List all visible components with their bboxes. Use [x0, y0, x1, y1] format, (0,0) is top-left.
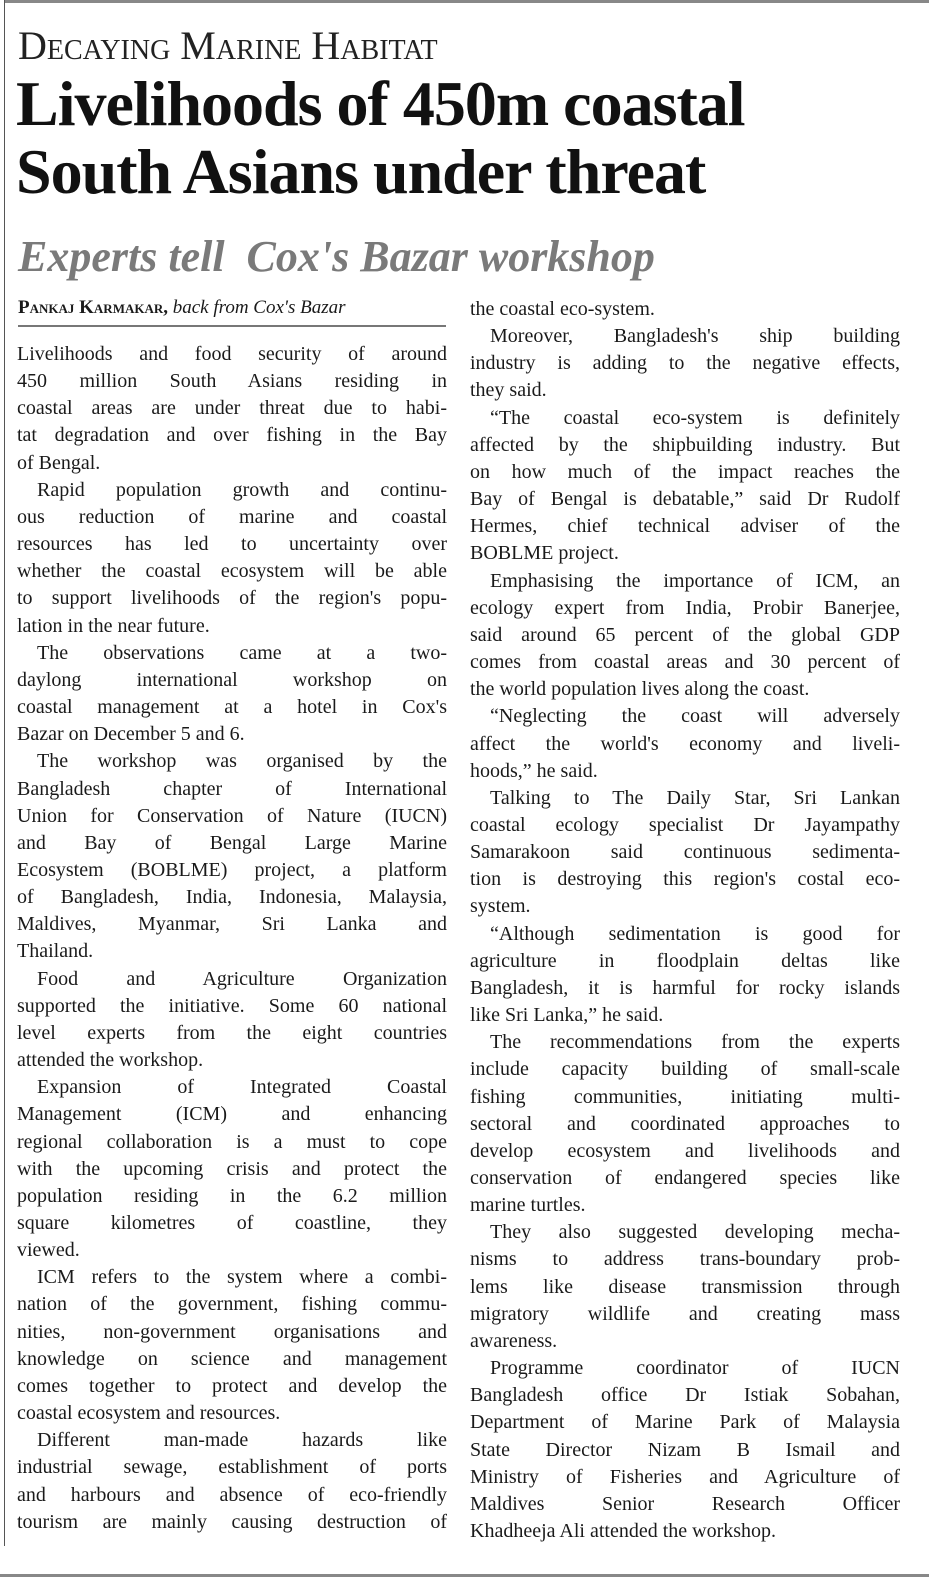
text-line: Hermes, chief technical adviser of the: [470, 515, 900, 538]
text-line: lems like disease transmission through: [470, 1275, 900, 1298]
text-line: they said.: [470, 379, 547, 402]
text-line: BOBLME project.: [470, 542, 619, 565]
top-border-rule: [4, 0, 929, 3]
text-line: The observations came at a two-: [37, 641, 447, 664]
text-line: viewed.: [17, 1239, 80, 1262]
paragraph: [470, 1355, 900, 1545]
paragraph: [470, 568, 900, 704]
text-line: regional collaboration is a must to cope: [17, 1130, 447, 1153]
text-line: Bangladesh, it is harmful for rocky islands: [470, 976, 900, 999]
text-line: industry is adding to the negative effects,: [470, 352, 900, 375]
paragraph: [17, 477, 447, 640]
article-column-right: [470, 296, 900, 1545]
text-line: tat degradation and over fishing in the Bay: [17, 424, 447, 447]
text-line: Ministry of Fisheries and Agriculture of: [470, 1465, 900, 1488]
text-line: include capacity building of small-scale: [470, 1058, 900, 1081]
text-line: fishing communities, initiating multi-: [470, 1085, 900, 1108]
text-line: Talking to The Daily Star, Sri Lankan: [490, 786, 900, 809]
text-line: tourism are mainly causing destruction of: [17, 1510, 447, 1533]
text-line: The workshop was organised by the: [37, 750, 447, 773]
byline: [18, 296, 346, 320]
text-line: supported the initiative. Some 60 national: [17, 994, 447, 1017]
text-line: Maldives, Myanmar, Sri Lanka and: [17, 913, 447, 936]
text-line: Thailand.: [17, 940, 94, 963]
paragraph: [470, 296, 900, 323]
text-line: ecology expert from India, Probir Banerjee,: [470, 596, 900, 619]
text-line: Maldives Senior Research Officer: [470, 1492, 900, 1515]
byline-author: Pankaj Karmakar,: [18, 297, 168, 318]
text-line: daylong international workshop on: [17, 668, 447, 691]
headline: [16, 70, 745, 206]
text-line: coastal management at a hotel in Cox's: [17, 696, 447, 719]
paragraph: [17, 1264, 447, 1427]
text-line: nation of the government, fishing commu-: [17, 1293, 447, 1316]
text-line: migratory wildlife and creating mass: [470, 1302, 900, 1325]
text-line: Expansion of Integrated Coastal: [37, 1076, 447, 1099]
paragraph: [470, 785, 900, 921]
headline-line-2: South Asians under threat: [16, 136, 706, 207]
left-border-rule: [4, 0, 5, 1546]
text-line: Samarakoon said continuous sedimenta-: [470, 841, 900, 864]
text-line: attended the workshop.: [17, 1049, 204, 1072]
text-line: Management (ICM) and enhancing: [17, 1103, 447, 1126]
paragraph: [17, 640, 447, 749]
text-line: Bay of Bengal is debatable,” said Dr Rudolf: [470, 488, 900, 511]
text-line: of Bangladesh, India, Indonesia, Malaysia,: [17, 886, 447, 909]
text-line: nities, non-government organisations and: [17, 1320, 447, 1343]
text-line: Khadheeja Ali attended the workshop.: [470, 1520, 777, 1543]
text-line: affect the world's economy and liveli-: [470, 732, 900, 755]
text-line: “Neglecting the coast will adversely: [490, 705, 900, 728]
text-line: and harbours and absence of eco-friendly: [17, 1483, 447, 1506]
text-line: Moreover, Bangladesh's ship building: [490, 325, 900, 348]
text-line: Union for Conservation of Nature (IUCN): [17, 804, 447, 827]
text-line: hoods,” he said.: [470, 759, 598, 782]
text-line: tion is destroying this region's costal eco-: [470, 868, 900, 891]
text-line: industrial sewage, establishment of ports: [17, 1456, 447, 1479]
paragraph: [470, 1029, 900, 1219]
text-line: ICM refers to the system where a combi-: [37, 1266, 447, 1289]
text-line: system.: [470, 895, 531, 918]
text-line: like Sri Lanka,” he said.: [470, 1004, 664, 1027]
text-line: conservation of endangered species like: [470, 1167, 900, 1189]
text-line: affected by the shipbuilding industry. But: [470, 433, 900, 456]
text-line: The recommendations from the experts: [490, 1031, 900, 1054]
text-line: to support livelihoods of the region's popu-: [17, 587, 447, 610]
text-line: Emphasising the importance of ICM, an: [490, 569, 900, 592]
paragraph: [470, 323, 900, 404]
paragraph: [17, 341, 447, 477]
text-line: 450 million South Asians residing in: [17, 370, 447, 393]
text-line: of Bengal.: [17, 451, 101, 474]
text-line: population residing in the 6.2 million: [17, 1184, 447, 1207]
paragraph: [17, 748, 447, 965]
text-line: sectoral and coordinated approaches to: [470, 1112, 900, 1135]
text-line: “Although sedimentation is good for: [490, 922, 900, 945]
text-line: Livelihoods and food security of around: [17, 343, 447, 365]
paragraph: [17, 966, 447, 1075]
text-line: resources has led to uncertainty over: [17, 533, 447, 556]
text-line: on how much of the impact reaches the: [470, 460, 900, 483]
text-line: with the upcoming crisis and protect the: [17, 1157, 447, 1180]
text-line: and Bay of Bengal Large Marine: [17, 831, 447, 854]
text-line: the coastal eco-system.: [470, 298, 655, 320]
text-line: Bazar on December 5 and 6.: [17, 723, 245, 746]
kicker: Decaying Marine Habitat: [18, 23, 438, 68]
byline-location: back from Cox's Bazar: [172, 297, 346, 318]
paragraph: [17, 1427, 447, 1536]
text-line: lation in the near future.: [17, 614, 210, 637]
text-line: develop ecosystem and livelihoods and: [470, 1139, 900, 1162]
text-line: Rapid population growth and continu-: [37, 478, 447, 501]
text-line: awareness.: [470, 1329, 558, 1352]
paragraph: [470, 921, 900, 1030]
text-line: Food and Agriculture Organization: [37, 967, 447, 990]
paragraph: [470, 405, 900, 568]
text-line: whether the coastal ecosystem will be able: [17, 560, 447, 583]
text-line: marine turtles.: [470, 1194, 586, 1217]
text-line: Bangladesh office Dr Istiak Sobahan,: [470, 1384, 900, 1407]
text-line: ous reduction of marine and coastal: [17, 505, 447, 528]
article-column-left: [17, 341, 447, 1536]
text-line: said around 65 percent of the global GDP: [470, 623, 900, 646]
text-line: coastal areas are under threat due to habi-: [17, 397, 447, 420]
headline-line-1: Livelihoods of 450m coastal: [16, 68, 745, 139]
text-line: square kilometres of coastline, they: [17, 1212, 447, 1234]
text-line: Programme coordinator of IUCN: [490, 1357, 900, 1380]
byline-rule: [18, 325, 446, 327]
paragraph: [470, 1219, 900, 1355]
text-line: knowledge on science and management: [17, 1347, 447, 1370]
text-line: Bangladesh chapter of International: [17, 777, 447, 800]
paragraph: [17, 1074, 447, 1264]
text-line: agriculture in floodplain deltas like: [470, 949, 900, 972]
text-line: Different man-made hazards like: [37, 1429, 447, 1452]
text-line: comes together to protect and develop the: [17, 1374, 447, 1397]
paragraph: [470, 703, 900, 784]
bottom-border-rule: [0, 1574, 929, 1577]
text-line: Department of Marine Park of Malaysia: [470, 1411, 900, 1434]
text-line: level experts from the eight countries: [17, 1021, 447, 1044]
text-line: “The coastal eco-system is definitely: [490, 406, 900, 429]
text-line: State Director Nizam B Ismail and: [470, 1438, 900, 1461]
text-line: the world population lives along the coast.: [470, 678, 810, 701]
text-line: comes from coastal areas and 30 percent of: [470, 651, 900, 674]
text-line: Ecosystem (BOBLME) project, a platform: [17, 858, 447, 881]
text-line: They also suggested developing mecha-: [490, 1221, 900, 1244]
text-line: coastal ecology specialist Dr Jayampathy: [470, 813, 900, 836]
deck-subheadline: Experts tell Cox's Bazar workshop: [18, 232, 655, 281]
text-line: coastal ecosystem and resources.: [17, 1402, 281, 1425]
text-line: nisms to address trans-boundary prob-: [470, 1248, 900, 1271]
